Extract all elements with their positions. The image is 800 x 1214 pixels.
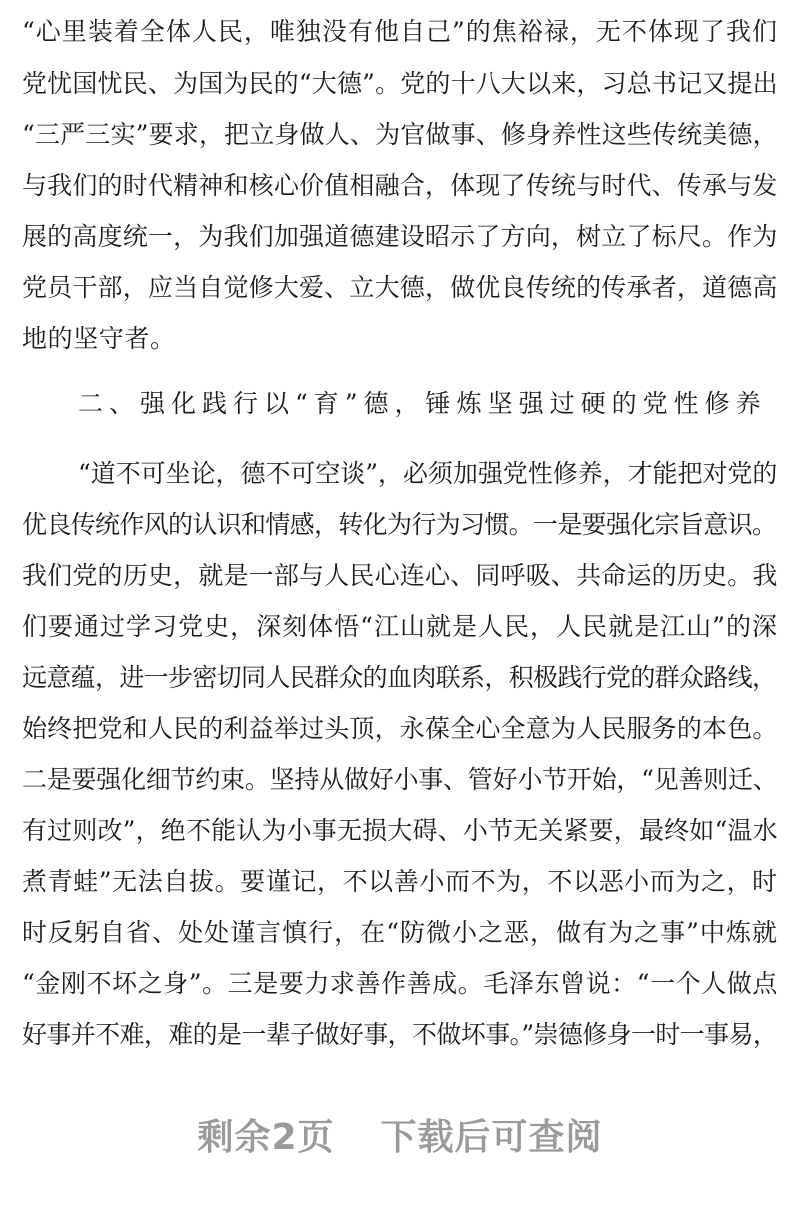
text-line: 们要通过学习党史，深刻体悟“江山就是人民，人民就是江山”的深: [22, 612, 778, 641]
text-line: 党员干部，应当自觉修大爱、立大德，做优良传统的传承者，道德高: [22, 273, 778, 302]
remaining-pages-label: 剩余2页: [197, 1117, 335, 1158]
text-line: “道不可坐论，德不可空谈”，必须加强党性修养，才能把对党的: [78, 459, 778, 488]
text-line: 时反躬自省、处处谨言慎行，在“防微小之恶，做有为之事”中炼就: [22, 918, 778, 947]
text-line: “心里装着全体人民，唯独没有他自己”的焦裕禄，无不体现了我们: [22, 17, 778, 46]
text-line: 始终把党和人民的利益举过头顶，永葆全心全意为人民服务的本色。: [22, 714, 778, 743]
text-line: 党忧国忧民、为国为民的“大德”。党的十八大以来，习总书记又提出: [22, 69, 778, 98]
text-line: 煮青蛙”无法自拔。要谨记，不以善小而不为，不以恶小而为之，时: [22, 867, 778, 896]
text-line: 优良传统作风的认识和情感，转化为行为习惯。一是要强化宗旨意识。: [22, 510, 777, 539]
text-line: 地的坚守者。: [22, 324, 176, 353]
text-line: “三严三实”要求，把立身做人、为官做事、修身养性这些传统美德，: [22, 120, 778, 149]
download-prompt-banner[interactable]: [0, 1110, 800, 1166]
text-line: “金刚不坏之身”。三是要力求善作善成。毛泽东曾说：“一个人做点: [22, 969, 778, 998]
text-line: 展的高度统一，为我们加强道德建设昭示了方向，树立了标尺。作为: [22, 222, 778, 251]
text-line: 与我们的时代精神和核心价值相融合，体现了传统与时代、传承与发: [22, 171, 778, 200]
text-line: 远意蕴，进一步密切同人民群众的血肉联系，积极践行党的群众路线，: [22, 663, 777, 692]
text-line: 好事并不难，难的是一辈子做好事，不做坏事。”崇德修身一时一事易，: [22, 1020, 778, 1049]
download-to-view-label: 下载后可查阅: [380, 1117, 603, 1158]
text-line: 二是要强化细节约束。坚持从做好小事、管好小节开始，“见善则迁、: [22, 765, 778, 794]
text-line: 我们党的历史，就是一部与人民心连心、同呼吸、共命运的历史。我: [22, 561, 778, 590]
text-line: 有过则改”，绝不能认为小事无损大碍、小节无关紧要，最终如“温水: [22, 816, 778, 845]
section-heading: 二、强化践行以“育”德，锤炼坚强过硬的党性修养: [78, 389, 767, 418]
